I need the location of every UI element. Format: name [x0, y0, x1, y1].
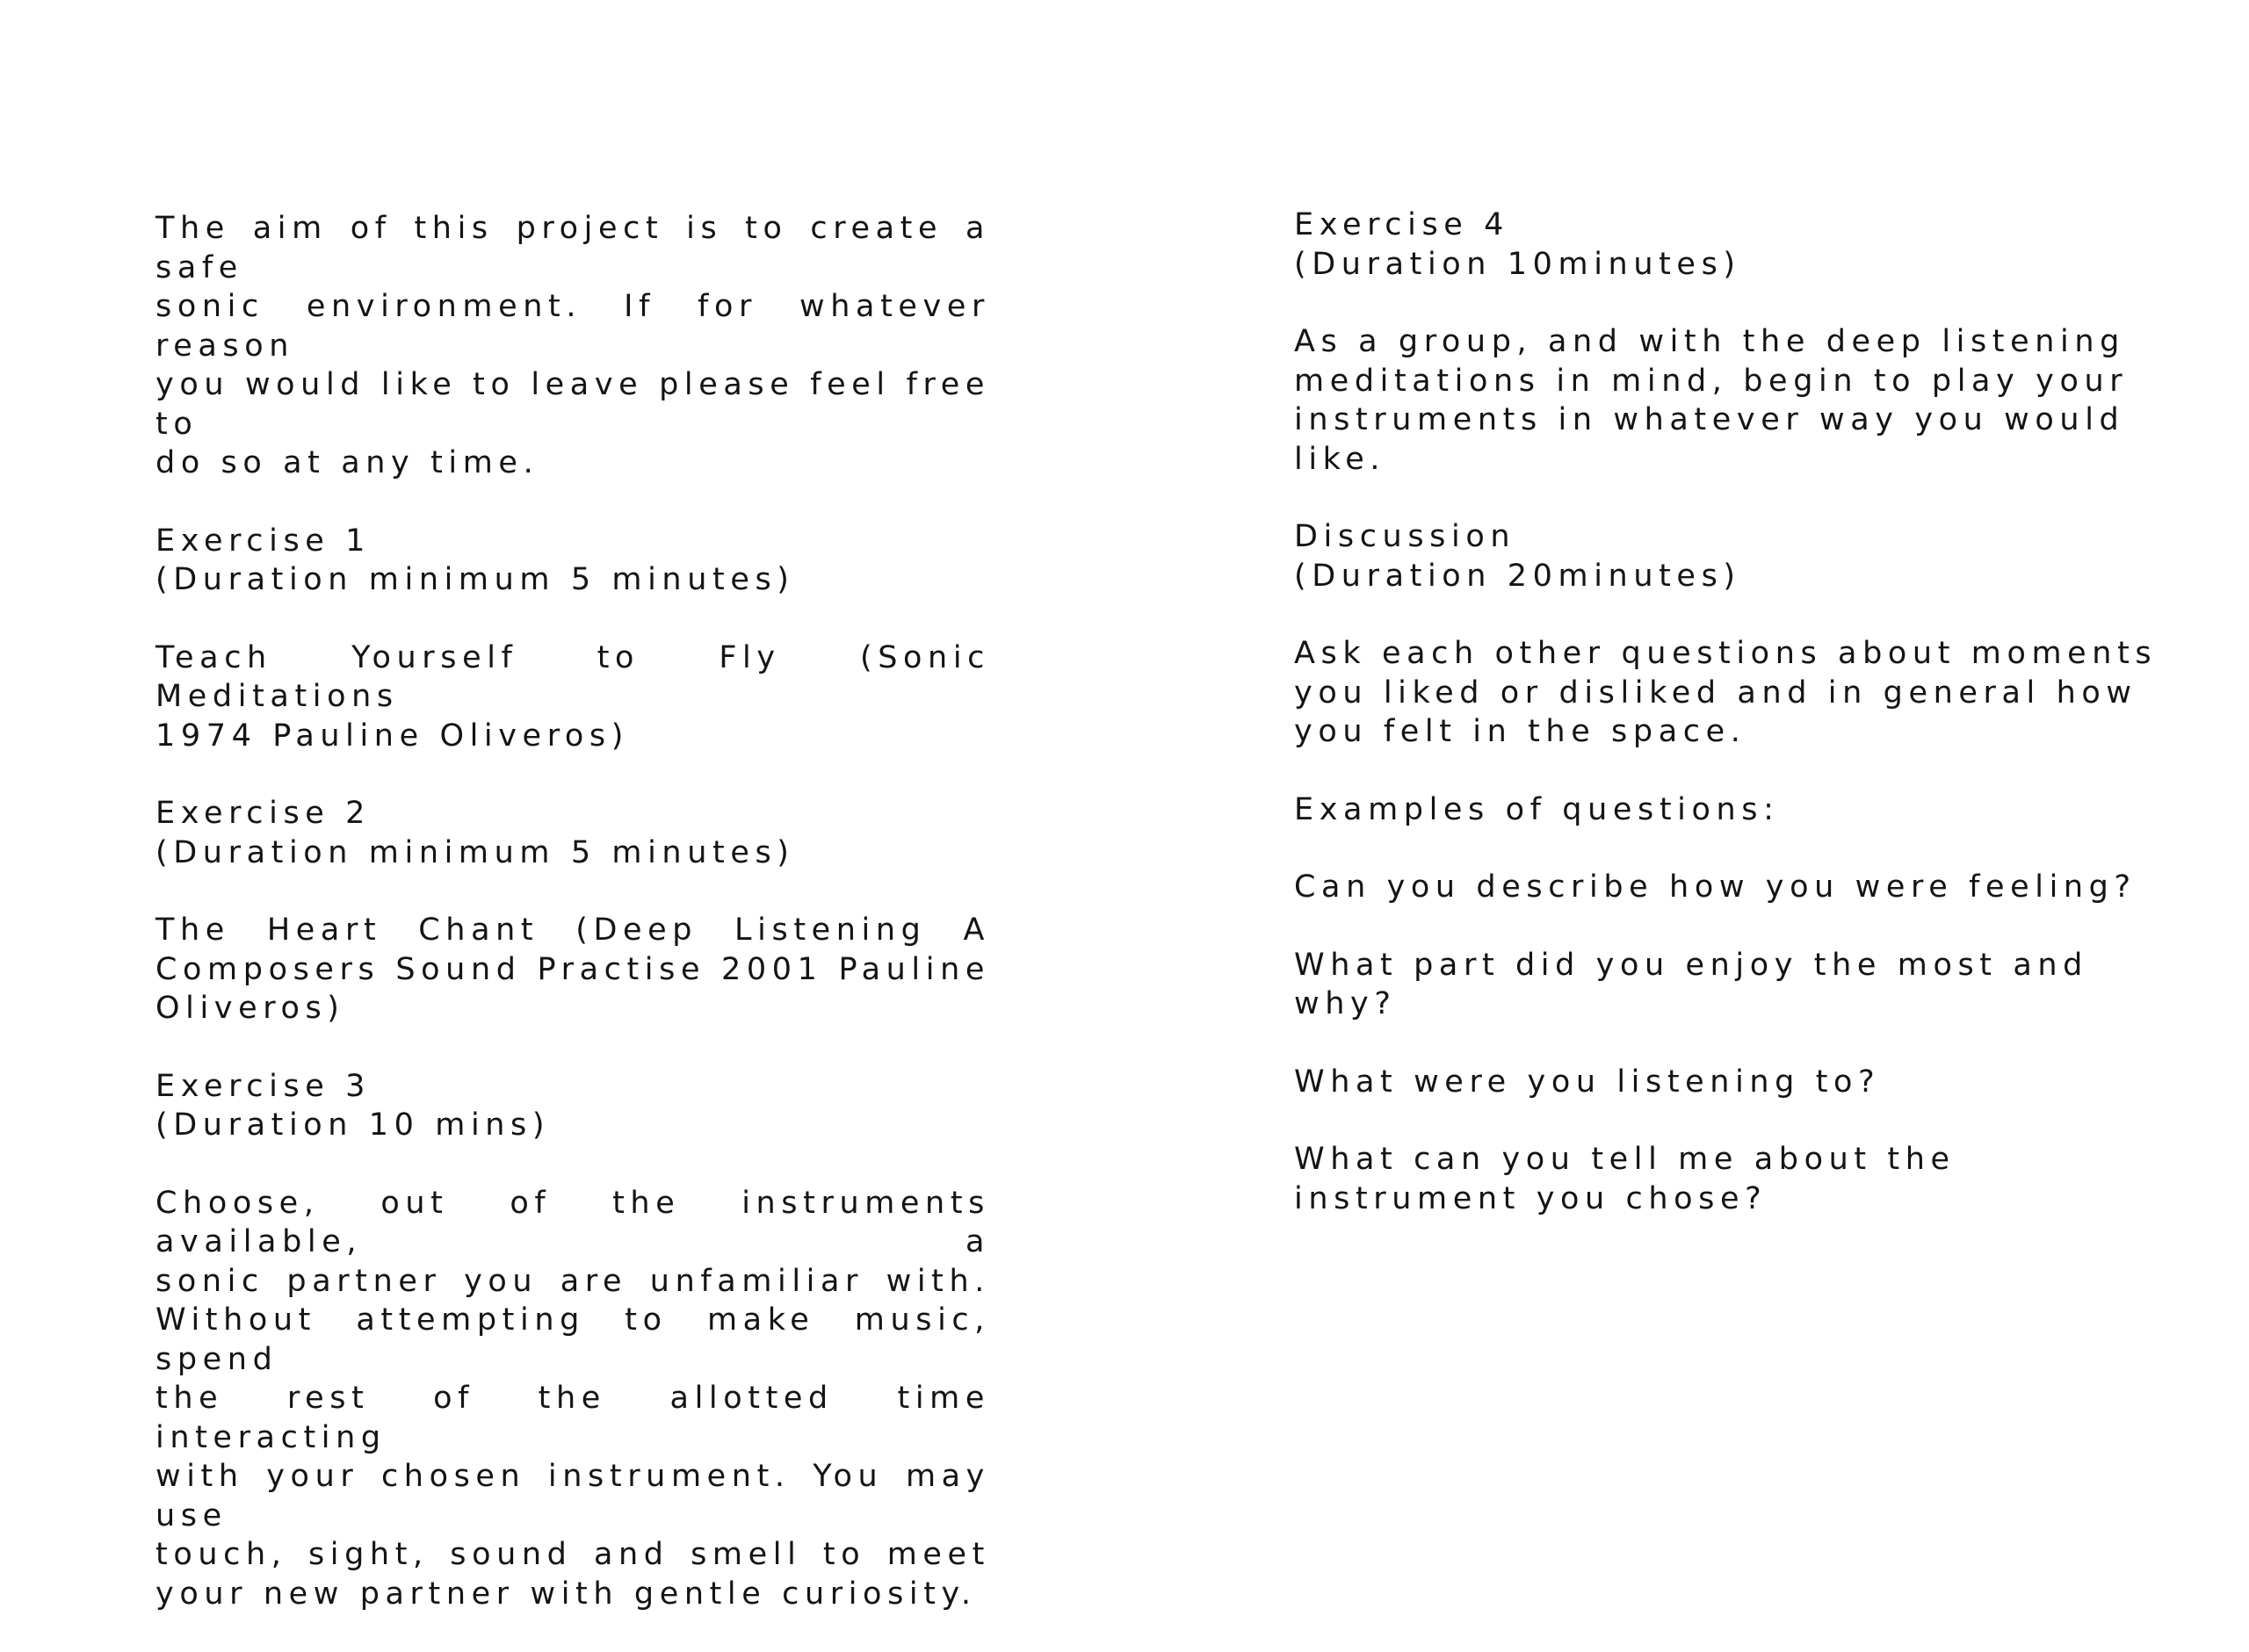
exercise-1-title: Exercise 1 — [155, 523, 372, 559]
discussion-desc-line: you felt in the space. — [1294, 714, 1746, 749]
question-line: What were you listening to? — [1294, 1064, 1881, 1100]
question-1 — [1294, 868, 2137, 907]
exercise-3-desc-line: touch, sight, sound and smell to meet — [155, 1537, 990, 1572]
question-line: why? — [1294, 986, 1397, 1021]
exercise-1-desc-line: Teach Yourself to Fly (Sonic Meditations — [155, 639, 990, 714]
exercise-4-description — [1294, 322, 2129, 479]
exercise-3-heading — [155, 1067, 990, 1145]
exercise-2-heading — [155, 794, 990, 872]
examples-heading — [1294, 790, 2129, 830]
exercise-2-desc-line: The Heart Chant (Deep Listening A — [155, 913, 990, 948]
exercise-1-duration: (Duration minimum 5 minutes) — [155, 562, 795, 597]
discussion-heading — [1294, 517, 2129, 595]
discussion-duration: (Duration 20minutes) — [1294, 558, 1741, 594]
exercise-2-title: Exercise 2 — [155, 796, 372, 831]
exercise-4-title: Exercise 4 — [1294, 207, 1510, 242]
intro-line: do so at any time. — [155, 445, 539, 480]
exercise-4-desc-line: like. — [1294, 441, 1386, 477]
exercise-3-desc-line: sonic partner you are unfamiliar with. — [155, 1263, 990, 1299]
discussion-title: Discussion — [1294, 519, 1516, 554]
exercise-2-duration: (Duration minimum 5 minutes) — [155, 834, 795, 870]
intro-line: you would like to leave please feel free to — [155, 367, 990, 442]
intro-line: sonic environment. If for whatever reason — [155, 289, 990, 364]
exercise-3-description — [155, 1184, 990, 1614]
exercise-2-desc-line: Oliveros) — [155, 991, 345, 1026]
exercise-3-desc-line: Without attempting to make music, spend — [155, 1302, 990, 1377]
exercise-1-description — [155, 638, 990, 756]
intro-line: The aim of this project is to create a safe — [155, 211, 990, 285]
exercise-3-desc-line: the rest of the allotted time interacting — [155, 1381, 990, 1455]
question-3 — [1294, 1063, 2129, 1102]
exercise-1-desc-line: 1974 Pauline Oliveros) — [155, 718, 630, 754]
exercise-3-title: Exercise 3 — [155, 1068, 372, 1104]
question-line: Can you describe how you were feeling? — [1294, 869, 2137, 905]
intro-paragraph — [155, 209, 990, 483]
exercise-4-duration: (Duration 10minutes) — [1294, 246, 1741, 282]
exercise-4-desc-line: instruments in whatever way you would — [1294, 402, 2125, 437]
left-column — [155, 209, 990, 1652]
discussion-desc-line: Ask each other questions about moments — [1294, 636, 2158, 671]
exercise-3-desc-line: with your chosen instrument. You may use — [155, 1459, 990, 1533]
exercise-4-desc-line: As a group, and with the deep listening — [1294, 324, 2125, 359]
exercise-4-heading — [1294, 206, 2129, 284]
question-2 — [1294, 946, 2129, 1024]
exercise-3-duration: (Duration 10 mins) — [155, 1107, 551, 1143]
exercise-3-desc-line: Choose, out of the instruments available, a — [155, 1185, 990, 1259]
exercise-1-heading — [155, 522, 990, 600]
discussion-description — [1294, 634, 2158, 752]
exercise-4-desc-line: meditations in mind, begin to play your — [1294, 363, 2129, 399]
exercise-2-desc-line: Composers Sound Practise 2001 Pauline — [155, 951, 990, 987]
examples-heading-text: Examples of questions: — [1294, 791, 1780, 827]
exercise-2-description — [155, 911, 990, 1028]
discussion-desc-line: you liked or disliked and in general how — [1294, 675, 2137, 711]
question-line: What can you tell me about the — [1294, 1142, 1956, 1177]
question-line: What part did you enjoy the most and — [1294, 947, 2089, 983]
question-4 — [1294, 1140, 2129, 1218]
right-column — [1294, 207, 2158, 1257]
question-line: instrument you chose? — [1294, 1180, 1768, 1216]
exercise-3-desc-line: your new partner with gentle curiosity. — [155, 1576, 977, 1612]
